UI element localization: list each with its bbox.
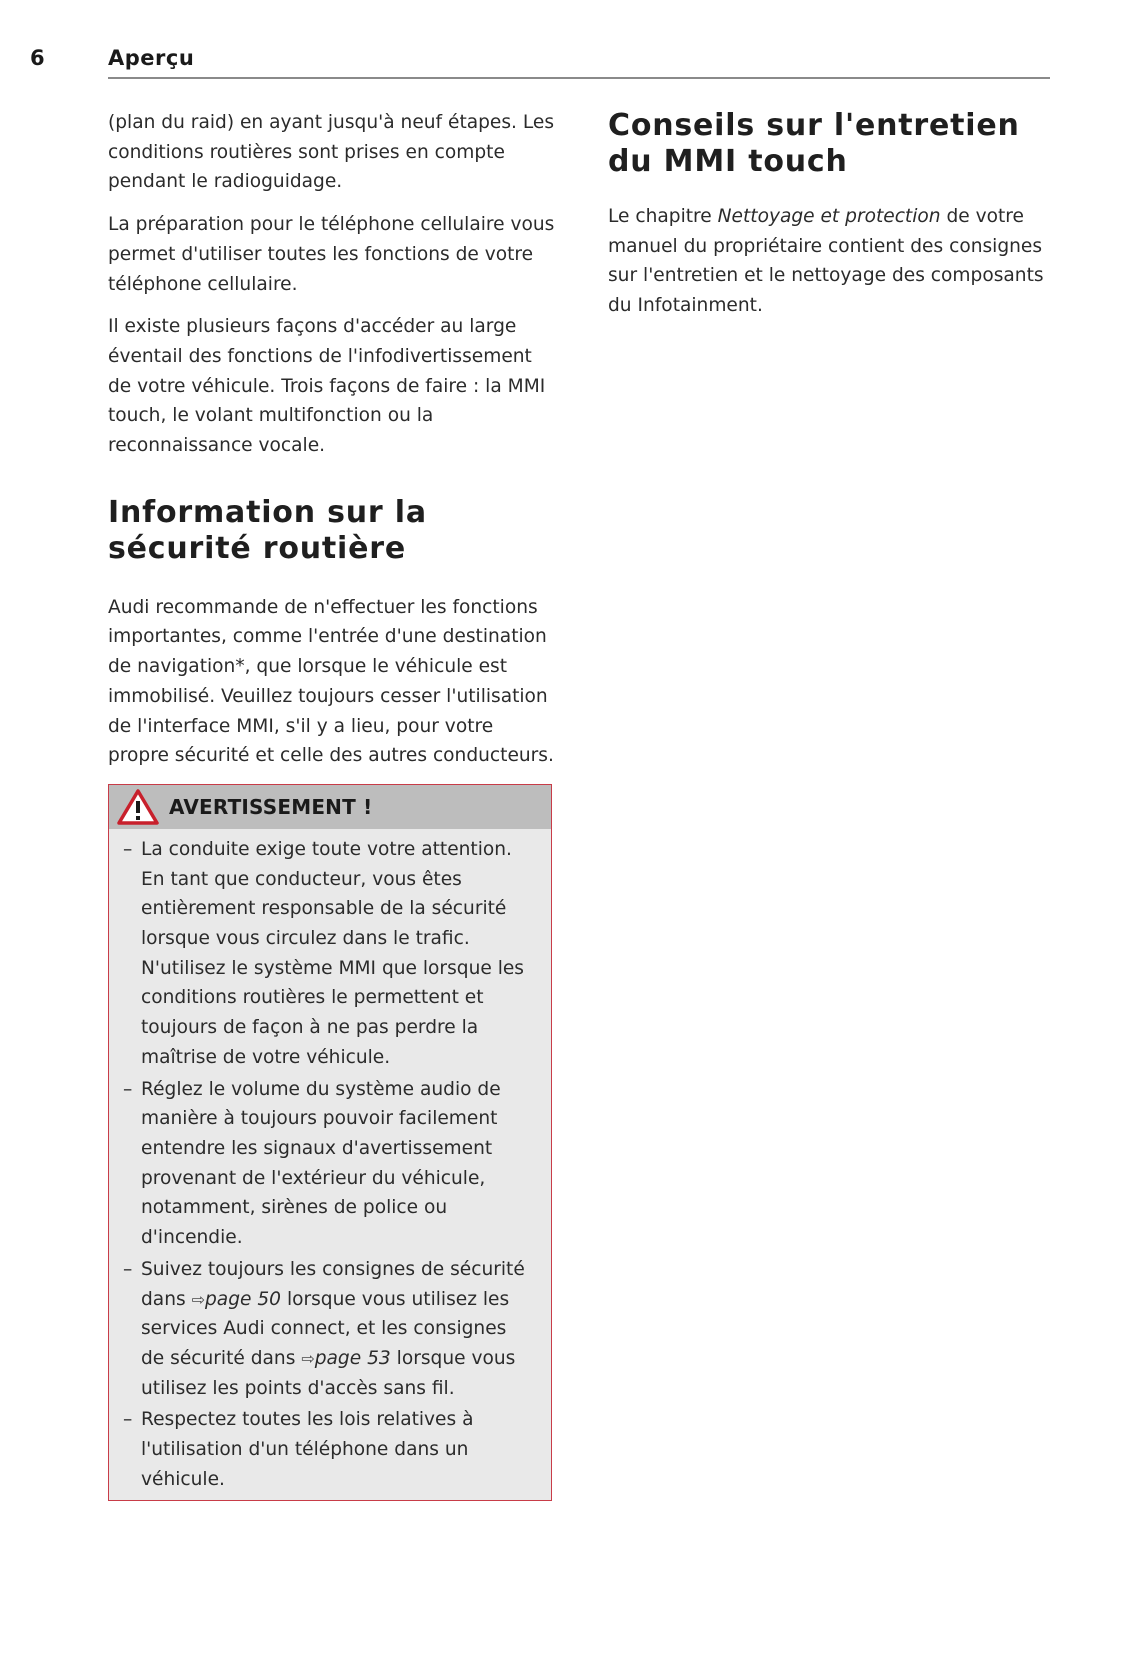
paragraph-mmi-care [608, 202, 1058, 321]
left-column [108, 108, 558, 1501]
page-reference-link[interactable]: page 53 [314, 1347, 391, 1369]
paragraph-text: de votre manuel du propriétaire contient des consignes sur l'entretien et le nettoyage des composants du Infotainment. [608, 206, 1044, 317]
list-dash: – [123, 838, 133, 860]
warning-list [109, 829, 551, 1500]
heading-road-safety: Information sur la sécurité routière [108, 494, 427, 566]
header-rule [108, 77, 1050, 79]
warning-box [108, 784, 552, 1501]
list-dash: – [123, 1258, 133, 1280]
arrow-right-icon: ⇨ [191, 1289, 205, 1309]
warning-item-text-part: Suivez toujours les consignes de sécurité dans [141, 1258, 525, 1310]
paragraph-route-planning: (plan du raid) en ayant jusqu'à neuf étapes. Les conditions routières sont prises en compte pendant le radioguidage. [108, 112, 555, 193]
heading-mmi-care: Conseils sur l'entretien du MMI touch [608, 108, 1020, 179]
list-item [123, 1405, 535, 1494]
list-item [123, 1075, 535, 1253]
warning-triangle-icon [117, 789, 159, 825]
paragraph-access-methods: Il existe plusieurs façons d'accéder au large éventail des fonctions de l'infodivertissement de votre véhicule. Trois façons de faire : la MMI touch, le volant multifonction ou la reconnaissance vocale. [108, 316, 546, 457]
warning-title: AVERTISSEMENT ! [169, 794, 373, 819]
list-dash: – [123, 1409, 133, 1431]
list-dash: – [123, 1078, 133, 1100]
paragraph-text: Le chapitre [608, 206, 712, 227]
page-number: 6 [30, 46, 45, 70]
warning-item-text [141, 1255, 535, 1404]
list-item [123, 1255, 535, 1404]
paragraph-road-safety: Audi recommande de n'effectuer les fonctions importantes, comme l'entrée d'une destination de navigation*, que lorsque le véhicule est immobilisé. Veuillez toujours cesser l'utilisation de l'interface MMI, s'il y a lieu, pour votre propre sécurité et celle des autres conducteurs. [108, 596, 554, 767]
warning-item-text: Réglez le volume du système audio de manière à toujours pouvoir facilement entendre les signaux d'avertissement provenant de l'extérieur du véhicule, notamment, sirènes de police ou d'incendie. [141, 1078, 501, 1249]
page-reference-link[interactable]: page 50 [205, 1288, 282, 1310]
paragraph-phone-preparation: La préparation pour le téléphone cellulaire vous permet d'utiliser toutes les fonctions de votre téléphone cellulaire. [108, 214, 555, 295]
warning-item-text-part: lorsque vous utilisez les services Audi connect, et les consignes de sécurité dans [141, 1288, 510, 1369]
warning-header [109, 785, 551, 829]
warning-item-text-part: lorsque vous utilisez les points d'accès sans fil. [141, 1347, 516, 1399]
list-item [123, 835, 535, 1073]
warning-item-text: La conduite exige toute votre attention. En tant que conducteur, vous êtes entièrement responsable de la sécurité lorsque vous circulez dans le trafic. N'utilisez le système MMI que lorsque les conditions routières le permettent et toujours de façon à ne pas perdre la maîtrise de votre véhicule. [141, 838, 524, 1068]
warning-item-text: Respectez toutes les lois relatives à l'utilisation d'un téléphone dans un véhicule. [141, 1409, 474, 1490]
section-title: Aperçu [108, 46, 195, 70]
chapter-reference: Nettoyage et protection [717, 206, 941, 227]
arrow-right-icon: ⇨ [301, 1348, 315, 1368]
right-column [608, 108, 1058, 334]
